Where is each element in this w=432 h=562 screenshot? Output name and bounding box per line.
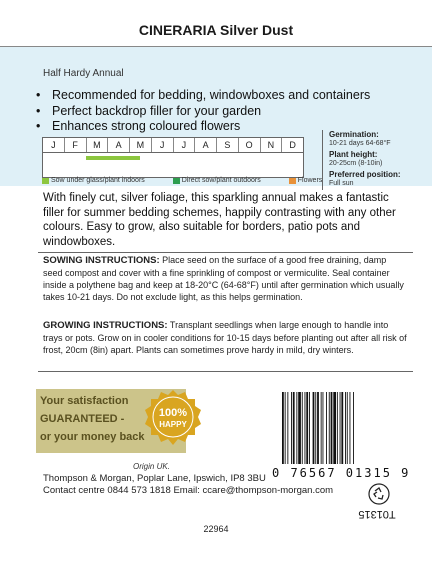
growing-heading: GROWING INSTRUCTIONS:: [43, 320, 168, 331]
legend-swatch: [173, 178, 180, 184]
feature-list: [36, 88, 370, 135]
calendar-month: J: [151, 138, 173, 152]
legend-label: Flowers: [297, 177, 323, 184]
divider: [38, 252, 413, 253]
packet-title: CINERARIA Silver Dust: [138, 22, 294, 38]
calendar-month: A: [107, 138, 129, 152]
barcode-bar: [337, 392, 338, 464]
description: With finely cut, silver foliage, this sparkling annual makes a fantastic filler for summer bedding schemes, happily contrasting with any other colours. Easy to grow, also suitable for borders, patio pots and windowboxes.: [43, 192, 396, 248]
barcode-bar: [298, 392, 301, 464]
feature-item: • Perfect backdrop filler for your garden: [36, 104, 370, 120]
calendar-month: M: [86, 138, 108, 152]
feature-item: • Enhances strong coloured flowers: [36, 119, 370, 135]
feature-item: • Recommended for bedding, windowboxes and containers: [36, 88, 370, 104]
divider: [38, 371, 413, 372]
barcode-bar: [313, 392, 315, 464]
barcode-bar: [293, 392, 295, 464]
calendar-month: S: [216, 138, 238, 152]
germination-label: Germination:: [329, 130, 379, 139]
barcode-bar: [291, 392, 292, 464]
plant-type: Half Hardy Annual: [43, 68, 124, 79]
calendar-legend: [42, 177, 322, 184]
barcode-bar: [287, 392, 288, 464]
guarantee-line: Your satisfaction: [40, 395, 129, 407]
growing-info: [322, 130, 429, 190]
barcode-bar: [282, 392, 284, 464]
calendar-bar: [86, 156, 140, 160]
barcode-bar: [323, 392, 324, 464]
barcode-bar: [345, 392, 346, 464]
legend-label: Direct sow/plant outdoors: [181, 177, 261, 184]
product-code: T01315: [358, 508, 396, 520]
happy-seal-icon: [144, 389, 202, 447]
barcode-bar: [331, 392, 333, 464]
calendar-rows: [42, 153, 304, 178]
germination-value: 10-21 days 64-68°F: [329, 140, 391, 147]
growing-instructions: [43, 319, 408, 356]
calendar-month: N: [260, 138, 282, 152]
calendar-month: D: [281, 138, 303, 152]
barcode-bar: [326, 392, 327, 464]
legend-label: Sow under glass/plant indoors: [51, 177, 145, 184]
barcode-bar: [329, 392, 330, 464]
barcode-bar: [340, 392, 341, 464]
legend-item: [289, 177, 323, 184]
barcode-bar: [333, 392, 336, 464]
sowing-text: Place seed on the surface of a good free draining, damp seed compost and cover with a fine sprinkling of compost or vermiculite. Seal container inside a polythene bag and keep at 18-20°C (64-68°F) until after germination which usually takes 10-21 days. Do not exclude light, as this helps germination.: [43, 255, 404, 302]
calendar-month: O: [238, 138, 260, 152]
growing-text: Transplant seedlings when large enough to handle into trays or pots. Grow on in cooler conditions for 10-15 days before planting out after all risk of frost, 20cm (8in) apart. Plants can sometimes prove hardy in mild, dry winters.: [43, 320, 407, 355]
barcode-bar: [296, 392, 297, 464]
position-label: Preferred position:: [329, 170, 401, 179]
sowing-instructions: [43, 254, 408, 303]
barcode-bar: [315, 392, 316, 464]
barcode-bar: [305, 392, 306, 464]
barcode-bar: [285, 392, 286, 464]
page-number: 22964: [203, 524, 229, 534]
legend-item: [42, 177, 145, 184]
barcode-bar: [347, 392, 348, 464]
barcode-number: 0 76567 01315 9: [272, 466, 411, 480]
contact-line: Contact centre 0844 573 1818 Email: ccare@thompson-morgan.com: [43, 485, 334, 496]
barcode-bar: [317, 392, 319, 464]
calendar-month: F: [64, 138, 86, 152]
barcode-bar: [353, 392, 354, 464]
barcode-bar: [309, 392, 310, 464]
legend-item: [173, 177, 261, 184]
guarantee-line: GUARANTEED -: [40, 413, 125, 425]
sowing-heading: SOWING INSTRUCTIONS:: [43, 255, 160, 266]
calendar-month: M: [129, 138, 151, 152]
origin: Origin UK.: [133, 462, 170, 471]
legend-swatch: [289, 178, 296, 184]
barcode: [282, 392, 374, 464]
seal-percent: 100%: [158, 407, 188, 419]
position-value: Full sun: [329, 180, 354, 187]
barcode-bar: [321, 392, 322, 464]
calendar-month: J: [173, 138, 195, 152]
barcode-bar: [341, 392, 343, 464]
sowing-calendar: [42, 137, 304, 178]
legend-swatch: [42, 178, 49, 184]
seal-happy: HAPPY: [159, 420, 187, 429]
height-label: Plant height:: [329, 150, 378, 159]
recycle-icon: [368, 483, 390, 505]
height-value: 20-25cm (8-10in): [329, 160, 383, 167]
barcode-bar: [302, 392, 303, 464]
calendar-months: [42, 137, 304, 153]
barcode-bar: [306, 392, 308, 464]
calendar-month: A: [194, 138, 216, 152]
calendar-month: J: [51, 140, 56, 150]
address-line: Thompson & Morgan, Poplar Lane, Ipswich, IP8 3BU: [43, 473, 266, 484]
barcode-bar: [350, 392, 351, 464]
guarantee-line: or your money back: [40, 431, 145, 443]
